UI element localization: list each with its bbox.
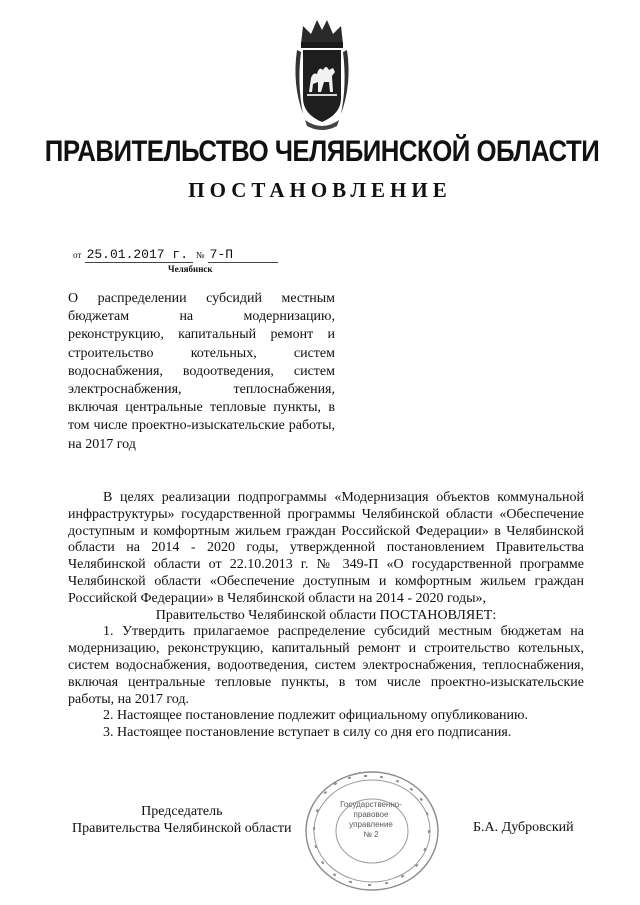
stamp-line: управление: [349, 820, 393, 829]
date-number-line: [73, 246, 278, 263]
document-date: 25.01.2017 г.: [85, 247, 193, 263]
decree-item: 2. Настоящее постановление подлежит официальному опубликованию.: [103, 708, 528, 724]
stamp-line: правовое: [353, 810, 389, 819]
document-number: 7-П: [208, 247, 278, 263]
signatory-position: [72, 803, 292, 837]
decree-item: 1. Утвердить прилагаемое распределение субсидий местным бюджетам на модернизацию, реконструкцию, капитальный ремонт и строительство котельных, систем водоснабжения, водоотведения, систем электроснабжения, теплоснабжения, включая центральные тепловые пункты, в том числе проектно-изыскательские работы, на 2017 год.: [68, 624, 584, 707]
document-subject: О распределении субсидий местным бюджетам на модернизацию, реконструкцию, капитальный ремонт и строительство котельных, систем водоснабжения, водоотведения, систем электроснабжения, теплоснабжения, включая центральные тепловые пункты, в том числе проектно-изыскательские работы, на 2017 год: [68, 291, 335, 452]
stamp-line: Государственно-: [340, 800, 402, 809]
position-line: Председатель: [141, 804, 223, 819]
document-type: ПОСТАНОВЛЕНИЕ: [188, 178, 452, 202]
document-body: [68, 490, 584, 742]
number-prefix: №: [195, 250, 205, 260]
position-line: Правительства Челябинской области: [72, 821, 292, 836]
city-label: Челябинск: [168, 264, 213, 274]
preamble-paragraph: В целях реализации подпрограммы «Модернизация объектов коммунальной инфраструктуры» государственной программы Челябинской области «Обеспечение доступным и комфортным жильем граждан Российской Федерации» в Челябинской области на 2014 - 2020 годы, утвержденной постановлением Правительства Челябинской области от 22.10.2013 г. № 349-П «О государственной программе Челябинской области «Обеспечение доступным и комфортным жильем граждан Российской Федерации» в Челябинской области на 2014 - 2020 годы»,: [68, 490, 584, 606]
decree-item: 3. Настоящее постановление вступает в силу со дня его подписания.: [103, 725, 512, 741]
coat-of-arms-emblem: [291, 14, 353, 132]
decree-line: Правительство Челябинской области ПОСТАНОВЛЯЕТ:: [155, 607, 497, 623]
date-prefix: от: [73, 250, 82, 260]
stamp-inner-text: [316, 800, 426, 840]
signatory-name: Б.А. Дубровский: [473, 820, 574, 835]
stamp-line: № 2: [363, 830, 379, 839]
government-title: ПРАВИТЕЛЬСТВО ЧЕЛЯБИНСКОЙ ОБЛАСТИ: [44, 135, 600, 168]
